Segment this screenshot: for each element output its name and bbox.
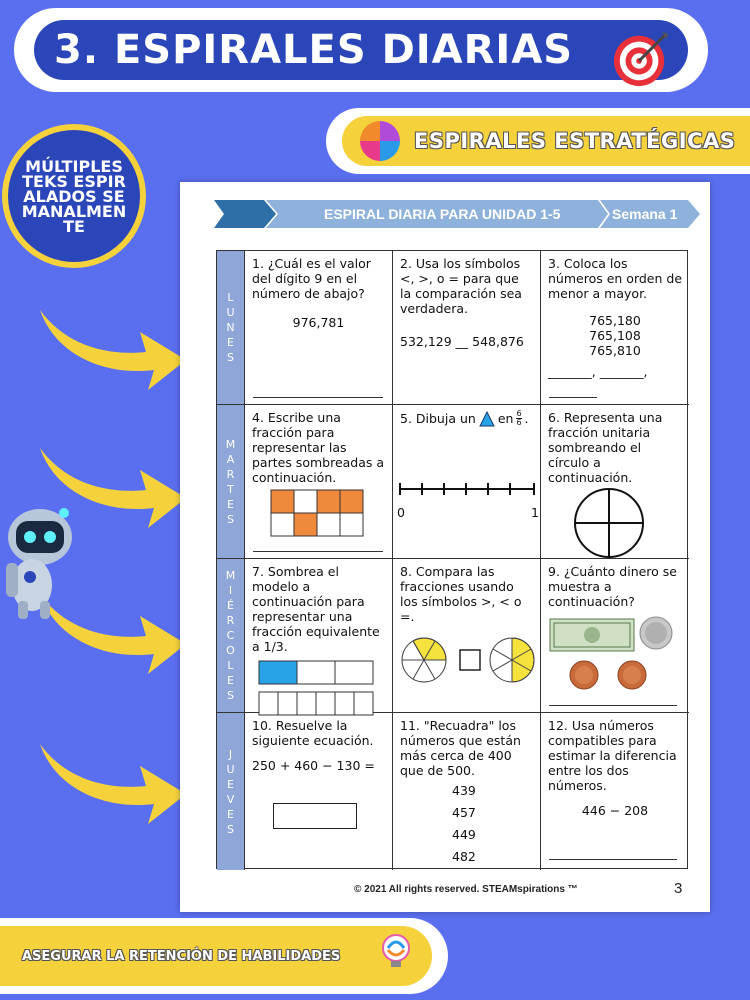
comparison-expression: 532,129 __ 548,876 (400, 334, 524, 349)
expression: 446 − 208 (581, 803, 649, 818)
fraction-numerator: 6 (516, 409, 522, 418)
page-number: 3 (674, 880, 683, 897)
day-letter: I (228, 584, 233, 597)
subtitle-banner (326, 108, 750, 174)
bar-model-thirds (258, 660, 378, 686)
answer-line (253, 551, 383, 552)
day-letter: V (226, 792, 235, 806)
subtitle-pill (342, 116, 750, 166)
day-letter: E (227, 674, 234, 687)
question-text: 10. Resuelve la siguiente ecuación. (252, 718, 374, 748)
number-option[interactable]: 457 (452, 805, 476, 820)
day-letter: E (227, 807, 234, 821)
question-text-2: en (497, 411, 514, 426)
target-icon (612, 30, 670, 88)
bottom-pill (0, 926, 432, 986)
period: . (524, 411, 529, 426)
question-1 (245, 251, 393, 405)
number-line-end: 1 (531, 505, 539, 520)
day-letter: S (227, 351, 234, 364)
answer-blanks: _______, _______, (548, 364, 648, 379)
worksheet-title: ESPIRAL DIARIA PARA UNIDAD 1-5 (324, 206, 561, 222)
number-line-start: 0 (397, 505, 405, 520)
robot-icon (0, 505, 78, 620)
day-letter: N (226, 321, 235, 334)
brain-bulb-icon (376, 930, 416, 970)
answer-line (549, 705, 677, 706)
question-8 (393, 559, 541, 713)
day-letter: J (228, 747, 233, 761)
day-letter: S (227, 689, 234, 702)
day-letter: E (227, 336, 234, 349)
copyright-footer: © 2021 All rights reserved. STEAMspirations ™ (354, 884, 578, 895)
fraction (516, 410, 521, 427)
question-4 (245, 405, 393, 559)
question-text: 8. Compara las fracciones usando los símbolos >, < o =. (400, 564, 522, 624)
question-text: 9. ¿Cuánto dinero se muestra a continuación? (548, 564, 677, 609)
day-letter: E (227, 777, 234, 791)
question-text: 3. Coloca los números en orden de menor a mayor. (548, 256, 683, 301)
answer-line (253, 397, 383, 398)
question-text: 4. Escribe una fracción para representar las partes sombreadas a continuación. (252, 410, 385, 485)
arrow-icon (36, 306, 188, 402)
bottom-banner (0, 918, 448, 994)
question-9 (541, 559, 689, 713)
circle-model (573, 487, 645, 559)
day-letter: M (225, 437, 236, 451)
equation: 250 + 460 − 130 = (252, 758, 375, 773)
question-12 (541, 713, 689, 870)
question-text: 7. Sombrea el modelo a continuación para representar una fracción equivalente a 1/3. (252, 564, 380, 654)
page-title: 3. ESPIRALES DIARIAS (54, 27, 574, 73)
day-label-martes (217, 405, 245, 559)
week-label: Semana 1 (612, 206, 678, 222)
day-letter: E (227, 497, 234, 511)
worksheet-page (180, 182, 710, 912)
answer-line (549, 859, 677, 860)
question-text: 1. ¿Cuál es el valor del dígito 9 en el número de abajo? (252, 256, 371, 301)
day-letter: É (227, 599, 234, 612)
day-letter: U (226, 762, 235, 776)
money-image (548, 613, 688, 693)
question-7 (245, 559, 393, 713)
teks-badge (2, 124, 146, 268)
day-letter: R (226, 614, 235, 627)
strategy-logo-icon (360, 121, 400, 161)
number-option[interactable]: 439 (452, 783, 476, 798)
question-3 (541, 251, 689, 405)
day-label-lunes (217, 251, 245, 405)
question-10 (245, 713, 393, 870)
question-text: 5. Dibuja un (400, 411, 476, 426)
number-value: 765,108 (589, 328, 641, 343)
day-letter: L (227, 659, 234, 672)
question-6 (541, 405, 689, 559)
answer-line (549, 397, 597, 398)
spiral-grid (216, 250, 688, 869)
day-letter: U (226, 306, 235, 319)
number-option[interactable]: 482 (452, 849, 476, 864)
number-line (397, 479, 537, 499)
number-value: 765,810 (589, 343, 641, 358)
day-letter: O (226, 644, 235, 657)
teks-badge-text: MÚLTIPLES TEKS ESPIRALADOS SEMANALMENTE (21, 156, 127, 236)
number-value: 976,781 (292, 315, 345, 330)
arrow-icon (36, 740, 188, 836)
number-value: 765,180 (589, 313, 641, 328)
day-letter: R (226, 467, 235, 481)
subtitle: ESPIRALES ESTRATÉGICAS (414, 129, 736, 153)
question-text: 11. "Recuadra" los números que están más cerca de 400 que de 500. (400, 718, 521, 778)
day-letter: M (225, 569, 236, 582)
triangle-icon (479, 411, 495, 427)
question-text: 2. Usa los símbolos <, >, o = para que la comparación sea verdadera. (400, 256, 522, 316)
fraction-denominator: 6 (516, 418, 522, 427)
question-5 (393, 405, 541, 559)
question-text: 12. Usa números compatibles para estimar la diferencia entre los dos números. (548, 718, 677, 793)
day-letter: A (226, 452, 235, 466)
retention-text: ASEGURAR LA RETENCIÓN DE HABILIDADES (22, 948, 341, 964)
day-letter: S (227, 512, 234, 526)
title-pill (34, 20, 688, 80)
day-letter: T (227, 482, 234, 496)
fraction-grid-model (270, 489, 366, 537)
question-11 (393, 713, 541, 870)
day-label-jueves (217, 713, 245, 870)
question-2 (393, 251, 541, 405)
title-banner (14, 8, 708, 92)
number-option[interactable]: 449 (452, 827, 476, 842)
day-letter: S (227, 822, 234, 836)
day-letter: L (227, 291, 234, 304)
question-text: 6. Representa una fracción unitaria sombreando el círculo a continuación. (548, 410, 663, 485)
answer-box[interactable] (273, 803, 357, 829)
day-label-miercoles (217, 559, 245, 713)
day-letter: C (226, 629, 235, 642)
fraction-circles-compare (400, 634, 540, 686)
